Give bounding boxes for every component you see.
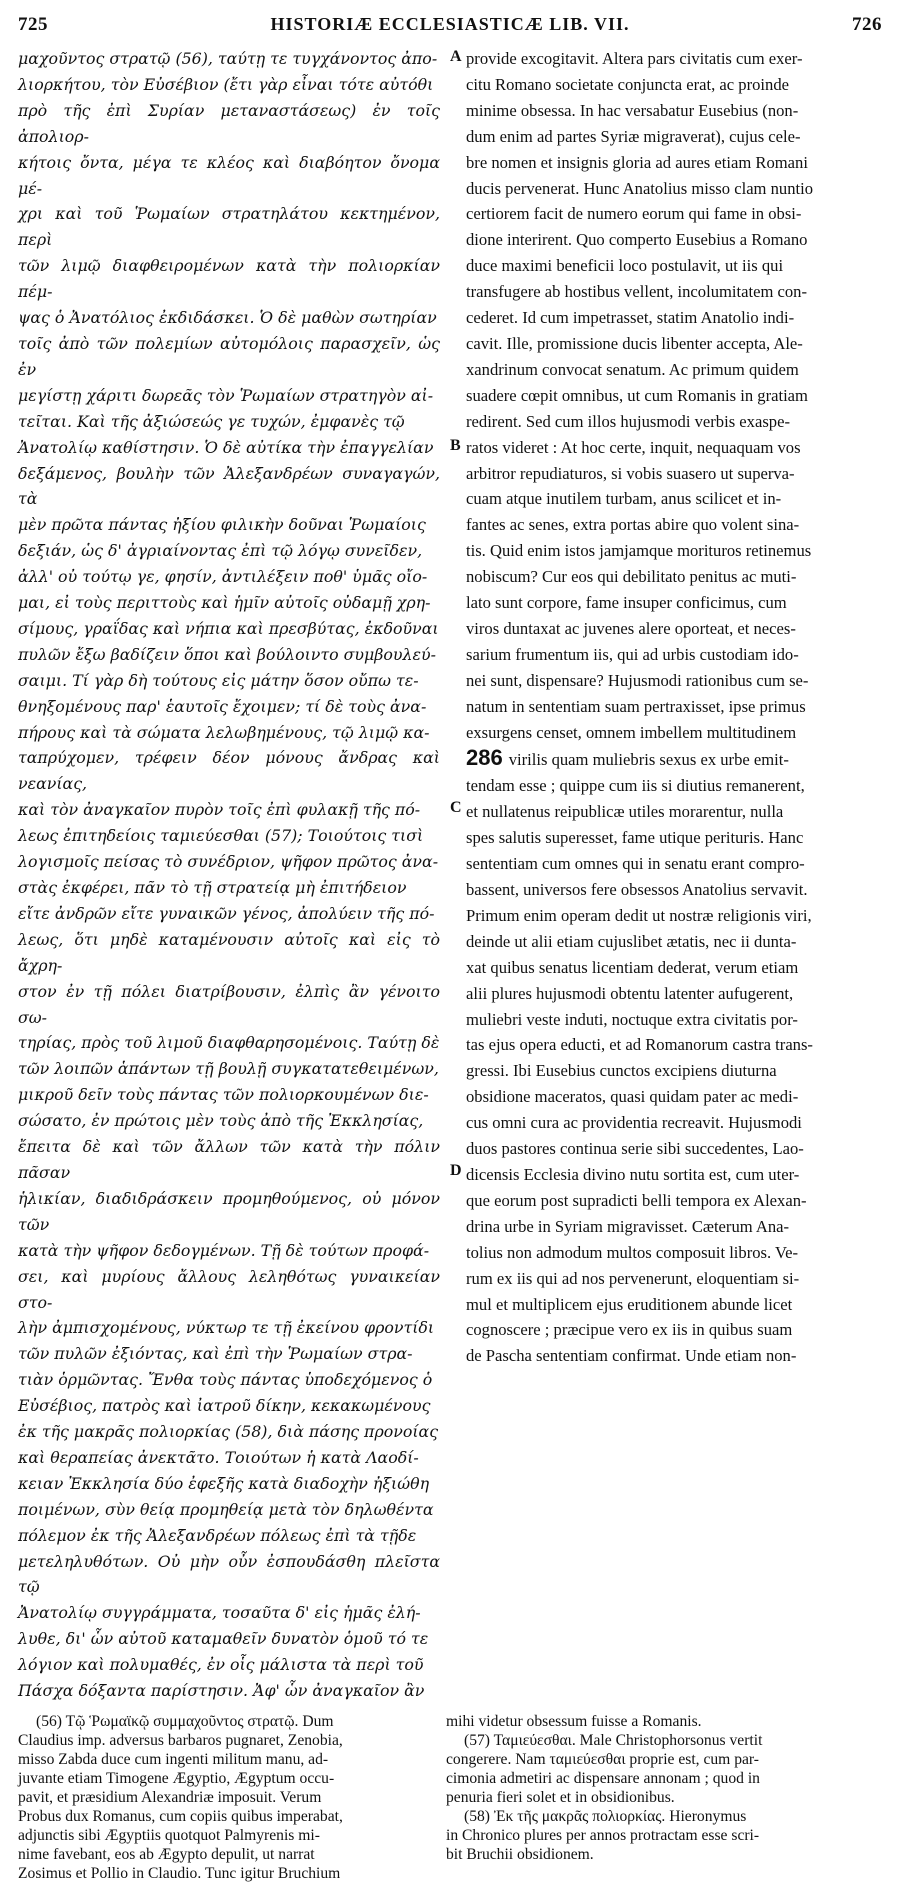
latin-text-line: obsidione maceratos, quasi quidam pater ac medi-: [466, 1087, 799, 1107]
footnote-line: nime favebant, eos ab Ægypto depulit, ut narrat: [18, 1846, 315, 1863]
greek-text-line: ταπρύχομεν, τρέφειν δέον μόνους ἄνδρας καὶ νεανίας,: [18, 748, 440, 794]
greek-text-line: σαιμι. Τί γὰρ δὴ τούτους εἰς μάτην ὅσον οὔπω τε-: [18, 670, 419, 690]
greek-text-line: ψας ὁ Ἀνατόλιος ἐκδιδάσκει. Ὁ δὲ μαθὼν σωτηρίαν: [18, 308, 437, 328]
greek-text-line: καὶ τὸν ἀναγκαῖον πυρὸν τοῖς ἐπὶ φυλακῇ τῆς πό-: [18, 800, 421, 820]
latin-text-line: cus omni cura ac providentia recreavit. Hujusmodi: [466, 1113, 802, 1133]
footnote-line: pavit, et præsidium Alexandriæ imposuit. Verum: [18, 1789, 322, 1806]
latin-text-line: xat quibus senatus licentiam dederat, verum etiam: [466, 957, 799, 977]
latin-text-line: gressi. Ibi Eusebius cunctos excipiens diuturna: [466, 1061, 777, 1081]
greek-text-line: εἴτε ἀνδρῶν εἴτε γυναικῶν γένος, ἀπολύειν τῆς πό-: [18, 903, 435, 923]
latin-text-line: ducis pervenerat. Hunc Anatolius misso clam nuntio: [466, 178, 814, 198]
greek-column: [18, 46, 446, 1704]
greek-text-line: χρι καὶ τοῦ Ῥωμαίων στρατηλάτου κεκτημένον, περὶ: [18, 204, 440, 250]
latin-text-line: que eorum post supradicti belli tempora ex Alexan-: [466, 1190, 807, 1210]
latin-text-span: virilis quam muliebris sexus ex urbe emit-: [508, 750, 789, 770]
latin-text-line: redirent. Sed cum illos hujusmodi verbis exaspe-: [466, 411, 790, 431]
latin-text-line: suadere cœpit omnibus, ut cum Romanis in gratiam: [466, 385, 808, 405]
two-column-body: [18, 46, 882, 1704]
latin-text-line: muliebri veste induti, noctuque extra civitatis por-: [466, 1009, 798, 1029]
greek-text-line: ποιμένων, σὺν θείᾳ προμηθείᾳ μετὰ τὸν δηλωθέντα: [18, 1499, 434, 1519]
greek-text-line: λὴν ἀμπισχομένους, νύκτωρ τε τῇ ἐκείνου φροντίδι: [18, 1318, 435, 1338]
greek-text-line: τιὰν ὁρμῶντας. Ἔνθα τοὺς πάντας ὑποδεχόμενος ὁ: [18, 1370, 433, 1390]
greek-text-line: ἔπειτα δὲ καὶ τῶν ἄλλων τῶν κατὰ τὴν πόλιν πᾶσαν: [18, 1137, 440, 1182]
greek-text-line: λεως ἐπιτηδείοις ταμιεύεσθαι (57); Τοιούτοις τισὶ: [18, 826, 424, 846]
greek-text-line: λεως, ὅτι μηδὲ καταμένουσιν αὐτοῖς καὶ εἰς τὸ ἄχρη-: [18, 929, 440, 975]
greek-text-line: κειαν Ἐκκλησία δύο ἐφεξῆς κατὰ διαδοχὴν ἠξιώθη: [18, 1473, 430, 1493]
greek-text-line: Ἀνατολίῳ καθίστησιν. Ὁ δὲ αὐτίκα τὴν ἐπαγγελίαν: [18, 437, 434, 457]
footnote-line: (56) Τῷ Ῥωμαϊκῷ συμμαχοῦντος στρατῷ. Dum: [36, 1713, 334, 1730]
greek-text-line: δεξάμενος, βουλὴν τῶν Ἀλεξανδρέων συναγαγών, τὰ: [18, 463, 440, 509]
footnotes: [18, 1712, 882, 1883]
margin-marker: D: [450, 1161, 462, 1179]
footnote-line: congerere. Nam ταμιεύεσθαι proprie est, cum par-: [446, 1751, 760, 1768]
greek-text-line: πήρους καὶ τὰ σώματα λελωβημένους, τῷ λιμῷ κα-: [18, 722, 430, 742]
greek-text-line: πρὸ τῆς ἐπὶ Συρίαν μεταναστάσεως) ἐν τοῖς ἀπολιορ-: [18, 100, 440, 146]
greek-text-line: κήτοις ὄντα, μέγα τε κλέος καὶ διαβόητον ὄνομα μέ-: [18, 152, 440, 198]
greek-text-line: ἡλικίαν, διαδιδράσκειν προμηθούμενος, οὐ μόνον τῶν: [18, 1188, 440, 1234]
footnote-line: bit Bruchii obsidionem.: [446, 1846, 594, 1863]
footnote-line: cimonia admetiri ac dispensare annonam ; quod in: [446, 1770, 760, 1787]
latin-text-line: spes salutis superesset, fame utique perituris. Hanc: [466, 828, 804, 848]
latin-text-line: duos pastores continua serie sibi succedentes, Lao-: [466, 1139, 804, 1159]
column-number: 286: [466, 745, 503, 771]
latin-text-line: ratos videret : At hoc certe, inquit, nequaquam vos: [466, 437, 801, 457]
footnote-line: juvante etiam Timogene Ægyptio, Ægyptum occu-: [18, 1770, 335, 1787]
footnotes-left: [18, 1712, 446, 1883]
greek-text-line: λόγιον καὶ πολυμαθές, ἐν οἷς μάλιστα τὰ περὶ τοῦ: [18, 1655, 424, 1675]
greek-text-line: τῶν λιμῷ διαφθειρομένων κατὰ τὴν πολιορκίαν πέμ-: [18, 256, 440, 302]
greek-text-line: τῶν πυλῶν ἐξιόντας, καὶ ἐπὶ τὴν Ῥωμαίων στρα-: [18, 1344, 413, 1364]
greek-text-line: στον ἐν τῇ πόλει διατρίβουσιν, ἐλπὶς ἂν γένοιτο σω-: [18, 981, 440, 1027]
latin-text-line: drina urbe in Syriam migravisset. Cæterum Ana-: [466, 1216, 790, 1236]
footnote-line: Claudius imp. adversus barbaros pugnaret, Zenobia,: [18, 1732, 343, 1749]
greek-text-line: λιορκήτου, τὸν Εὐσέβιον (ἔτι γὰρ εἶναι τότε αὐτόθι: [18, 74, 434, 94]
greek-text-line: μαχοῦντος στρατῷ (56), ταύτῃ τε τυγχάνοντος ἀπο-: [18, 49, 438, 68]
latin-text-line: et nullatenus reipublicæ utiles morarentur, nulla: [466, 802, 784, 822]
greek-text-line: θνηξομένους παρ' ἑαυτοῖς ἔχοιμεν; τί δὲ τοὺς ἀνα-: [18, 696, 427, 716]
latin-text-line: de Pascha sententiam confirmat. Unde etiam non-: [466, 1346, 797, 1366]
greek-text-line: ἐκ τῆς μακρᾶς πολιορκίας (58), διὰ πάσης προνοίας: [18, 1422, 439, 1442]
left-page-number: 725: [18, 14, 48, 35]
greek-text-line: Πάσχα δόξαντα παρίστησιν. Ἀφ' ὧν ἀναγκαῖον ἂν: [18, 1681, 425, 1701]
greek-text-line: πυλῶν ἔξω βαδίζειν ὅποι καὶ βούλοιντο συμβουλεύ-: [18, 644, 436, 664]
greek-text-line: πόλεμον ἐκ τῆς Ἀλεξανδρέων πόλεως ἐπὶ τὰ τῇδε: [18, 1525, 417, 1545]
footnote-line: (58) Ἐκ τῆς μακρᾶς πολιορκίας. Hieronymus: [464, 1808, 747, 1825]
greek-text-line: καὶ θεραπείας ἀνεκτᾶτο. Τοιούτων ἡ κατὰ Λαοδί-: [18, 1447, 419, 1467]
latin-text-line: transfugere ab hostibus vellent, incolumitatem con-: [466, 282, 807, 302]
latin-text-line: provide excogitavit. Altera pars civitatis cum exer-: [466, 49, 803, 68]
greek-text-line: λυθε, δι' ὧν αὐτοῦ καταμαθεῖν δυνατὸν ὁμοῦ τό τε: [18, 1629, 429, 1649]
latin-text-line: nei sunt, dispensare? Hujusmodi rationibus cum se-: [466, 670, 809, 690]
latin-text-line: cognoscere ; præcipue vero ex iis in quibus suam: [466, 1320, 793, 1340]
latin-text-line: viros duntaxat ac juvenes alere oporteat, et neces-: [466, 618, 796, 638]
greek-text-line: δεξιάν, ὡς δ' ἀγριαίνοντας ἐπὶ τῷ λόγῳ συνεῖδεν,: [18, 541, 423, 561]
latin-text-line: xandrinum convocat senatum. Ac primum quidem: [466, 359, 799, 379]
greek-text-line: κατὰ τὴν ψῆφον δεδογμένων. Τῇ δὲ τούτων προφά-: [18, 1240, 430, 1260]
greek-text-line: μετεληλυθότων. Οὐ μὴν οὖν ἐσπουδάσθη πλεῖστα τῷ: [18, 1551, 440, 1597]
latin-text-line: dione interirent. Quo comperto Eusebius a Romano: [466, 230, 808, 250]
latin-text-line: sarium frumentum iis, qui ad urbis custodiam ido-: [466, 644, 799, 664]
footnote-line: Zosimus et Pollio in Claudio. Tunc igitur Bruchium: [18, 1865, 341, 1882]
latin-text-line: Primum enim operam dedit ut nostræ religionis viri,: [466, 905, 812, 925]
latin-text-line: duce maximi beneficii loco postulavit, ut iis qui: [466, 256, 784, 276]
latin-text-line: deinde ut alii etiam cujuslibet ætatis, nec ii dunta-: [466, 931, 797, 951]
greek-text-line: σει, καὶ μυρίους ἄλλους λεληθότως γυναικείαν στο-: [18, 1266, 440, 1312]
greek-text-line: μαι, εἰ τοὺς περιττοὺς καὶ ἡμῖν αὐτοῖς οὐδαμῇ χρη-: [18, 593, 431, 613]
greek-text-line: τεῖται. Καὶ τῆς ἀξιώσεώς γε τυχών, ἐμφανὲς τῷ: [18, 411, 405, 431]
greek-text-line: σώσατο, ἐν πρώτοις μὲν τοὺς ἀπὸ τῆς Ἐκκλησίας,: [18, 1111, 424, 1131]
latin-text-line: cuam atque inutilem turbam, anus scilicet et in-: [466, 489, 782, 509]
running-title: HISTORIÆ ECCLESIASTICÆ LIB. VII.: [270, 14, 630, 34]
greek-text-line: τῶν λοιπῶν ἁπάντων τῇ βουλῇ συγκατατεθειμένων,: [18, 1059, 439, 1079]
latin-text-line: lato sunt corpore, fame insuper conficimus, cum: [466, 593, 787, 613]
greek-text-line: τηρίας, πρὸς τοῦ λιμοῦ διαφθαρησομένοις. Ταύτῃ δὲ: [18, 1033, 440, 1053]
latin-text-line: [466, 745, 882, 773]
footnotes-right: [446, 1712, 882, 1883]
margin-marker: B: [450, 436, 461, 454]
greek-text-line: μεγίστῃ χάριτι δωρεᾶς τὸν Ῥωμαίων στρατηγὸν αἰ-: [18, 385, 434, 405]
footnote-line: in Chronico plures per annos protractam esse scri-: [446, 1827, 760, 1844]
latin-text-line: fantes ac senes, extra portas abire quo volent sina-: [466, 515, 800, 535]
greek-text-line: τοῖς ἀπὸ τῶν πολεμίων αὐτομόλοις παρασχεῖν, ὡς ἐν: [18, 333, 440, 379]
latin-text-line: natum in sententiam suam pertraxisset, ipse primus: [466, 696, 806, 716]
greek-text-line: στὰς ἐκφέρει, πᾶν τὸ τῇ στρατείᾳ μὴ ἐπιτήδειον: [18, 878, 407, 897]
greek-text-line: λογισμοῖς πείσας τὸ συνέδριον, ψῆφον πρῶτος ἀνα-: [18, 852, 439, 872]
greek-text-line: σίμους, γραΐδας καὶ νήπια καὶ πρεσβύτας, ἐκδοῦναι: [18, 618, 439, 638]
margin-markers: [446, 46, 466, 1704]
latin-text-line: nobiscum? Cur eos qui debilitato penitus ac muti-: [466, 567, 797, 587]
footnote-line: (57) Ταμιεύεσθαι. Male Christophorsonus vertit: [464, 1732, 763, 1749]
latin-text-line: tolius non admodum multos composuit libros. Ve-: [466, 1242, 799, 1262]
footnote-line: penuria fieri solet et in obsidionibus.: [446, 1789, 675, 1806]
latin-text-line: cavit. Ille, promissione ducis libenter accepta, Ale-: [466, 333, 803, 353]
latin-text-line: tendam esse ; quippe cum iis si diutius remanerent,: [466, 776, 805, 796]
latin-text-line: rum ex iis qui ad nos pervenerunt, eloquentiam si-: [466, 1268, 800, 1288]
latin-text-line: bassent, universos fere obsessos Anatolius servavit.: [466, 880, 808, 899]
margin-marker: C: [450, 799, 462, 817]
latin-text-line: minime obsessa. In hac versabatur Eusebius (non-: [466, 100, 799, 120]
latin-text-line: citu Romano societate conjuncta erat, ac proinde: [466, 74, 789, 94]
greek-text-line: Ἀνατολίῳ συγγράμματα, τοσαῦτα δ' εἰς ἡμᾶς ἐλή-: [18, 1603, 421, 1623]
greek-text-line: μὲν πρῶτα πάντας ἠξίου φιλικὴν δοῦναι Ῥωμαίοις: [18, 515, 426, 535]
greek-text-line: ἀλλ' οὐ τούτῳ γε, φησίν, ἀντιλέξειν ποθ' ὑμᾶς οἴο-: [18, 567, 428, 587]
latin-text-line: exsurgens censet, omnem imbellem multitudinem: [466, 722, 797, 742]
latin-text-line: alii plures hujusmodi obtentu latenter aufugerent,: [466, 983, 794, 1003]
greek-text-line: μικροῦ δεῖν τοὺς πάντας τῶν πολιορκουμένων διε-: [18, 1085, 429, 1105]
footnote-line: Probus dux Romanus, cum copiis quibus imperabat,: [18, 1808, 343, 1825]
latin-column: [466, 46, 882, 1704]
latin-text-line: cederet. Id cum impetrasset, statim Anatolio indi-: [466, 308, 795, 328]
latin-text-line: dicensis Ecclesia divino nutu sortita est, cum uter-: [466, 1164, 800, 1184]
latin-text-line: dum enim ad partes Syriæ migraverat), cujus cele-: [466, 126, 801, 146]
footnote-line: adjunctis sibi Ægyptiis quotquot Palmyrenis mi-: [18, 1827, 320, 1844]
footnote-line: misso Zabda duce cum ingenti militum manu, ad-: [18, 1751, 329, 1768]
margin-marker: A: [450, 48, 462, 65]
footnote-line: mihi videtur obsessum fuisse a Romanis.: [446, 1713, 702, 1730]
latin-text-line: sententiam cum omnes qui in senatu erant compro-: [466, 854, 805, 874]
greek-text-line: Εὐσέβιος, πατρὸς καὶ ἰατροῦ δίκην, κεκακωμένους: [18, 1396, 431, 1416]
latin-text-line: tis. Quid enim istos jamjamque morituros retinemus: [466, 541, 812, 561]
latin-text-line: bre nomen et insignis gloria ad aures etiam Romani: [466, 152, 808, 172]
latin-text-line: tas ejus opera educti, et ad Romanorum castra trans-: [466, 1035, 813, 1055]
right-page-number: 726: [851, 14, 882, 35]
latin-text-line: arbitror repudiaturos, si vobis suasero ut superva-: [466, 463, 795, 483]
latin-text-line: mul et multiplicem ejus eruditionem abunde licet: [466, 1294, 793, 1314]
latin-text-line: certiorem facit de numero eorum qui fame in obsi-: [466, 204, 802, 224]
running-header: [18, 14, 882, 42]
